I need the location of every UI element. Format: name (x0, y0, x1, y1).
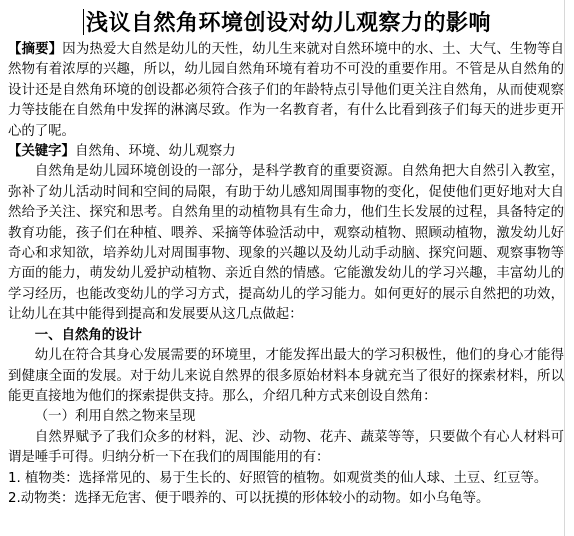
text-cursor (83, 9, 84, 35)
subsection-paragraph: 自然界赋予了我们众多的材料，泥、沙、动物、花卉、蔬菜等等，只要做个有心人材料可谓是唾手可得。归纳分析一下在我们的周围能用的有： (8, 429, 564, 466)
page-edge-divider (564, 0, 574, 536)
keywords-text: 自然角、环境、幼儿观察力 (74, 144, 236, 160)
subsection-heading: （一）利用自然之物来呈现 (34, 409, 196, 425)
section-paragraph: 幼儿在符合其身心发展需要的环境里，才能发挥出最大的学习积极性，他们的身心才能得到健康全面的发展。对于幼儿来说自然界的很多原始材料本身就充当了很好的探索材料，所以能更直接地为他们的探索提供支持。那么，介绍几种方式来创设自然角： (8, 348, 564, 404)
abstract-paragraph (8, 40, 564, 142)
keywords-label: 【关键字】 (8, 144, 75, 160)
list-item: 1. 植物类：选择常见的、易于生长的、好照管的植物。如观赏类的仙人球、土豆、红豆等。 (8, 470, 548, 486)
list-item: 2.动物类：选择无危害、便于喂养的、可以抚摸的形体较小的动物。如小乌龟等。 (8, 490, 490, 506)
title-line (0, 6, 574, 40)
section-heading: 一、自然角的设计 (34, 327, 142, 343)
abstract-text: 因为热爱大自然是幼儿的天性，幼儿生来就对自然环境中的水、土、大气、生物等自然物有着浓厚的兴趣，所以，幼儿园自然角环境有着功不可没的重要作用。不管是从自然角的设计还是自然角环境的创设都必须符合孩子们的年龄特点引导他们更关注自然角，从而使观察力等技能在自然角中发挥的淋漓尽致。作为一名教育者，有什么比看到孩子们每天的进步更开心的了呢。 (8, 42, 565, 139)
document-title: 浅议自然角环境创设对幼儿观察力的影响 (85, 11, 491, 36)
keywords-paragraph (8, 142, 564, 162)
abstract-label: 【摘要】 (8, 42, 63, 57)
document-body (8, 40, 564, 509)
intro-paragraph: 自然角是幼儿园环境创设的一部分，是科学教育的重要资源。自然角把大自然引入教室，弥补了幼儿活动时间和空间的局限，有助于幼儿感知周围事物的变化，促使他们更好地对大自然给予关注、探究和思考。自然角里的动植物具有生命力，他们生长发展的过程，具备特定的教育功能，孩子们在种植、喂养、采摘等体验活动中，观察动植物、照顾动植物，激发幼儿好奇心和求知欲，培养幼儿对周围事物、现象的兴趣以及幼儿动手动脑、探究问题、观察事物等方面的能力，萌发幼儿爱护动植物、亲近自然的情感。它能激发幼儿的学习兴趣，丰富幼儿的学习经历，也能改变幼儿的学习方式，提高幼儿的学习能力。如何更好的展示自然把的功效，让幼儿在其中能得到提高和发展要从这几点做起： (8, 164, 564, 323)
